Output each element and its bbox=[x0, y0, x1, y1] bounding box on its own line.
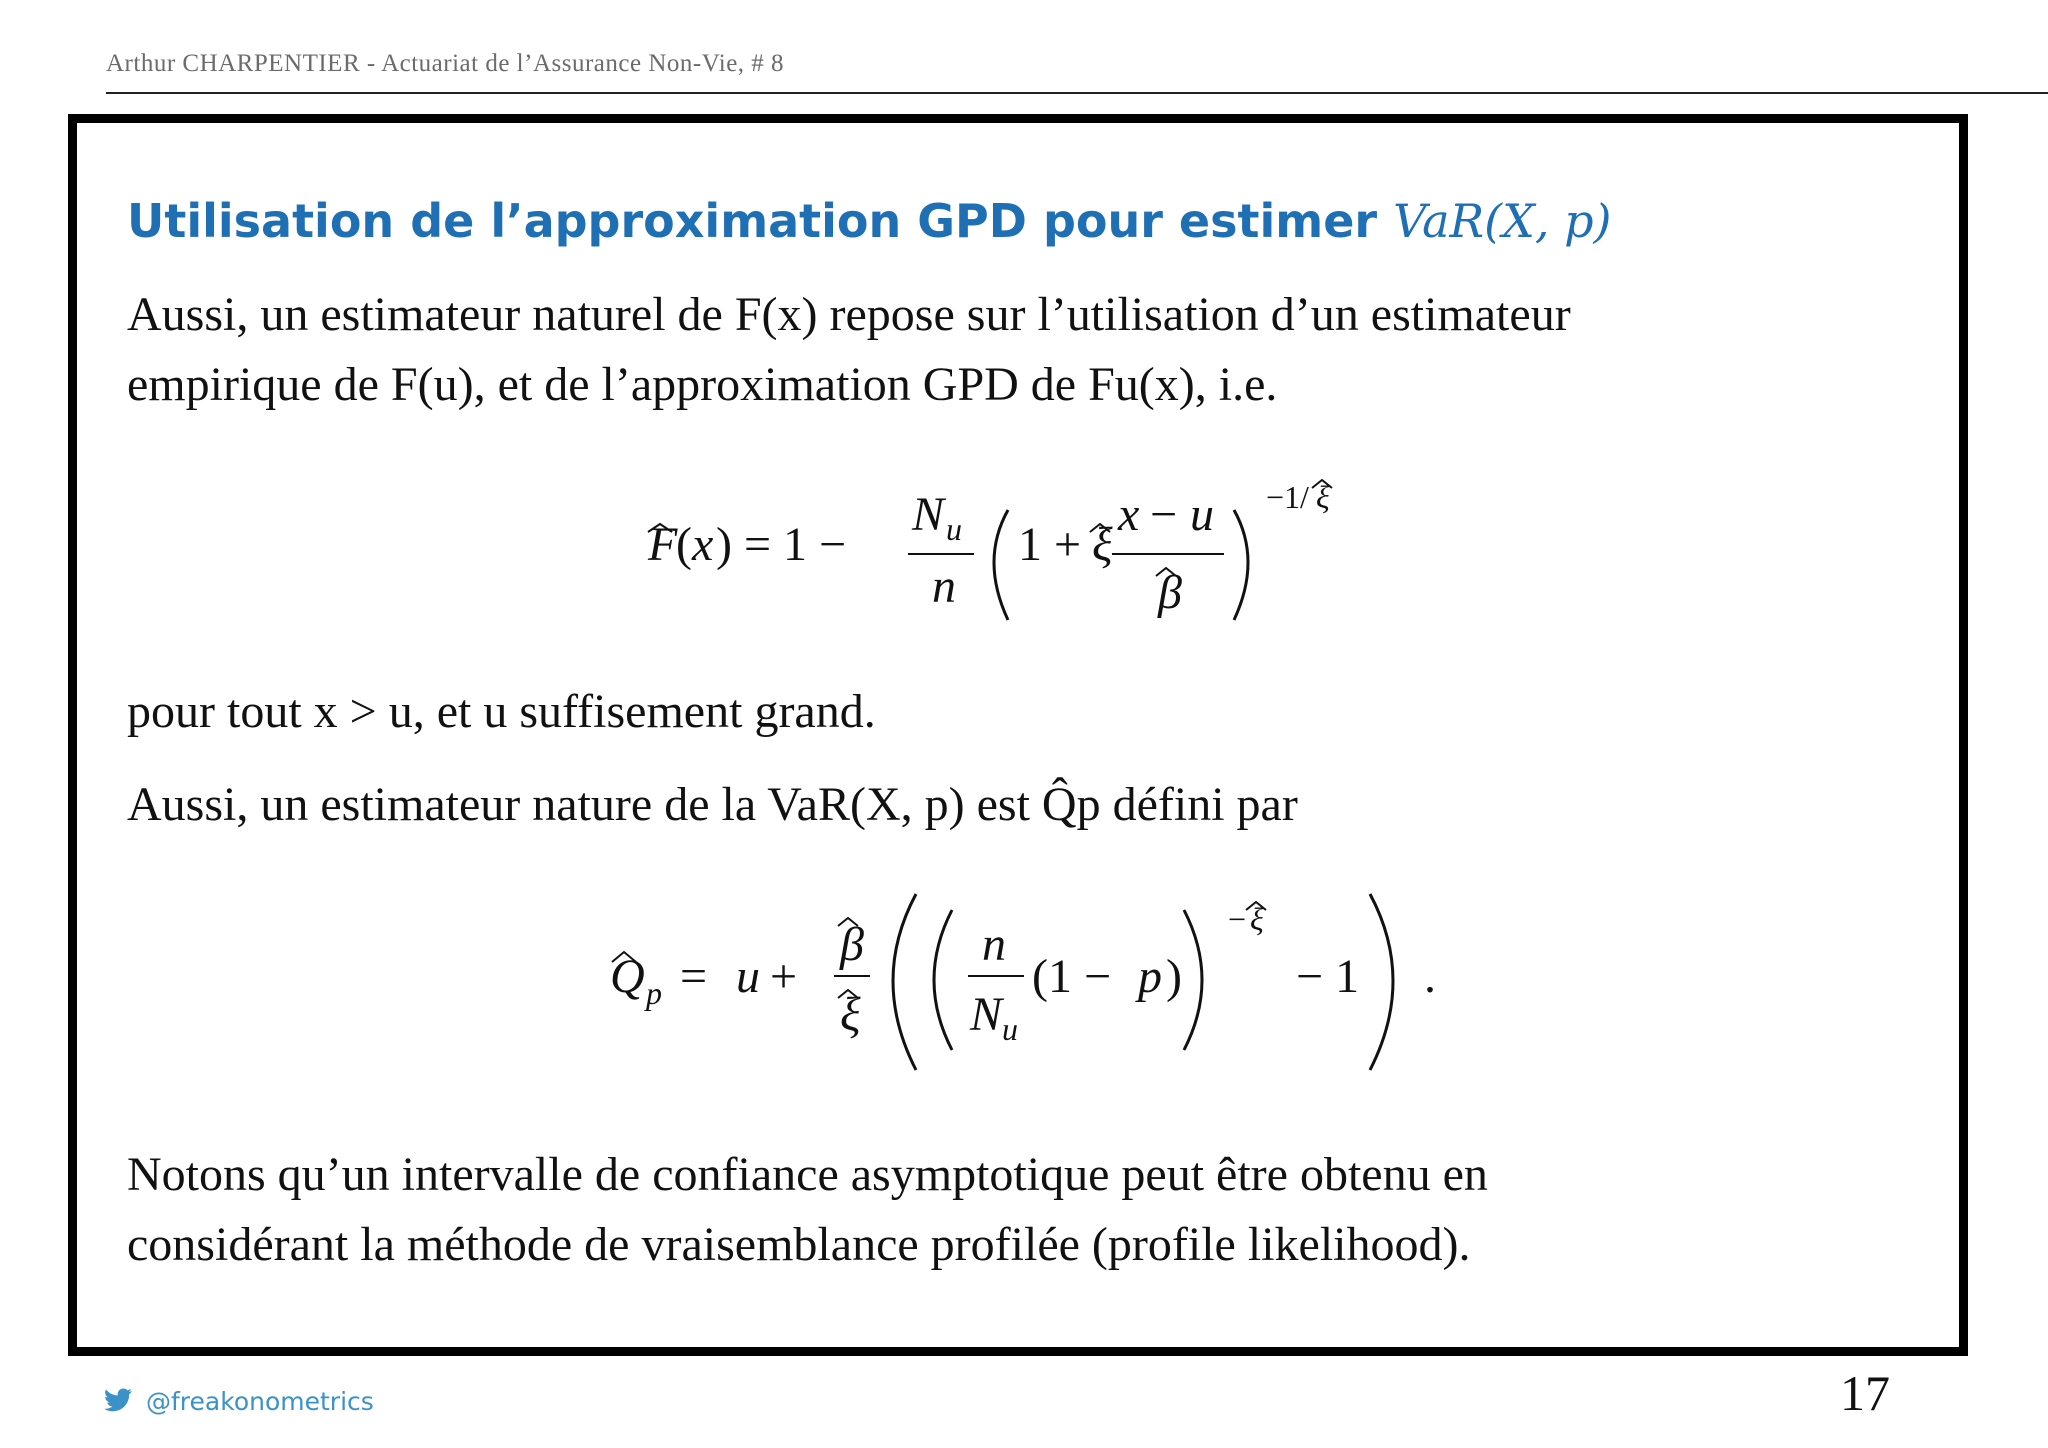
svg-text:.: . bbox=[1424, 950, 1436, 1003]
paragraph-1-line-1: Aussi, un estimateur naturel de F(x) repose sur l’utilisation d’un estimateur bbox=[127, 288, 1571, 341]
svg-text:u: u bbox=[1002, 1011, 1018, 1047]
svg-text:) = 1 −: ) = 1 − bbox=[716, 518, 847, 571]
formula-gpd-cdf bbox=[640, 470, 1420, 640]
page-number: 17 bbox=[1840, 1365, 1890, 1421]
svg-text:−1/: −1/ bbox=[1266, 479, 1309, 515]
svg-text:β: β bbox=[1158, 566, 1182, 619]
footer-handle[interactable]: @freakonometrics bbox=[146, 1387, 374, 1416]
svg-text:u: u bbox=[1190, 488, 1214, 541]
paragraph-2: pour tout x > u, et u suffisement grand. bbox=[127, 685, 876, 738]
svg-text:Q: Q bbox=[610, 950, 645, 1003]
running-header: Arthur CHARPENTIER - Actuariat de l’Assurance Non-Vie, # 8 bbox=[106, 50, 785, 77]
formula-var-quantile bbox=[600, 880, 1460, 1080]
svg-text:u: u bbox=[736, 950, 760, 1003]
slide-title-text: Utilisation de l’approximation GPD pour estimer bbox=[127, 194, 1378, 248]
svg-text:n: n bbox=[982, 918, 1006, 971]
twitter-bird-icon bbox=[104, 1388, 132, 1412]
slide-title bbox=[127, 194, 1612, 248]
svg-text:(: ( bbox=[676, 518, 692, 571]
svg-text:ξ: ξ bbox=[1092, 518, 1113, 571]
header-rule bbox=[106, 92, 2048, 94]
svg-text:1 +: 1 + bbox=[1018, 518, 1082, 571]
svg-text:n: n bbox=[932, 560, 956, 613]
svg-text:p: p bbox=[1138, 950, 1162, 1003]
svg-text:(1 −: (1 − bbox=[1032, 950, 1112, 1003]
svg-text:x: x bbox=[1118, 488, 1140, 541]
paragraph-4-line-1: Notons qu’un intervalle de confiance asymptotique peut être obtenu en bbox=[127, 1148, 1488, 1201]
svg-text:+: + bbox=[770, 950, 798, 1003]
svg-text:F: F bbox=[648, 518, 678, 571]
svg-text:N: N bbox=[912, 488, 945, 541]
svg-text:p: p bbox=[646, 975, 662, 1011]
svg-text:N: N bbox=[970, 988, 1003, 1041]
svg-text:−: − bbox=[1150, 488, 1178, 541]
paragraph-1-line-2: empirique de F(u), et de l’approximation GPD de Fu(x), i.e. bbox=[127, 358, 1278, 411]
paragraph-1 bbox=[127, 280, 1571, 420]
svg-text:): ) bbox=[1166, 950, 1182, 1003]
svg-text:u: u bbox=[946, 511, 962, 547]
paragraph-3: Aussi, un estimateur nature de la VaR(X, p) est Q̂p défini par bbox=[127, 778, 1298, 831]
paragraph-4 bbox=[127, 1140, 1488, 1280]
svg-text:x: x bbox=[692, 518, 714, 571]
slide-title-math: VaR(X, p) bbox=[1393, 194, 1612, 248]
formula-var-quantile-graphic bbox=[600, 880, 1460, 1080]
formula-gpd-cdf-graphic bbox=[640, 470, 1420, 640]
paragraph-4-line-2: considérant la méthode de vraisemblance profilée (profile likelihood). bbox=[127, 1218, 1471, 1271]
svg-text:− 1: − 1 bbox=[1296, 950, 1360, 1003]
svg-text:=: = bbox=[680, 950, 708, 1003]
svg-text:ξ: ξ bbox=[1250, 901, 1264, 937]
svg-text:ξ: ξ bbox=[1316, 479, 1330, 515]
svg-text:−: − bbox=[1228, 901, 1247, 937]
svg-text:ξ: ξ bbox=[840, 988, 861, 1041]
svg-text:β: β bbox=[840, 918, 864, 971]
